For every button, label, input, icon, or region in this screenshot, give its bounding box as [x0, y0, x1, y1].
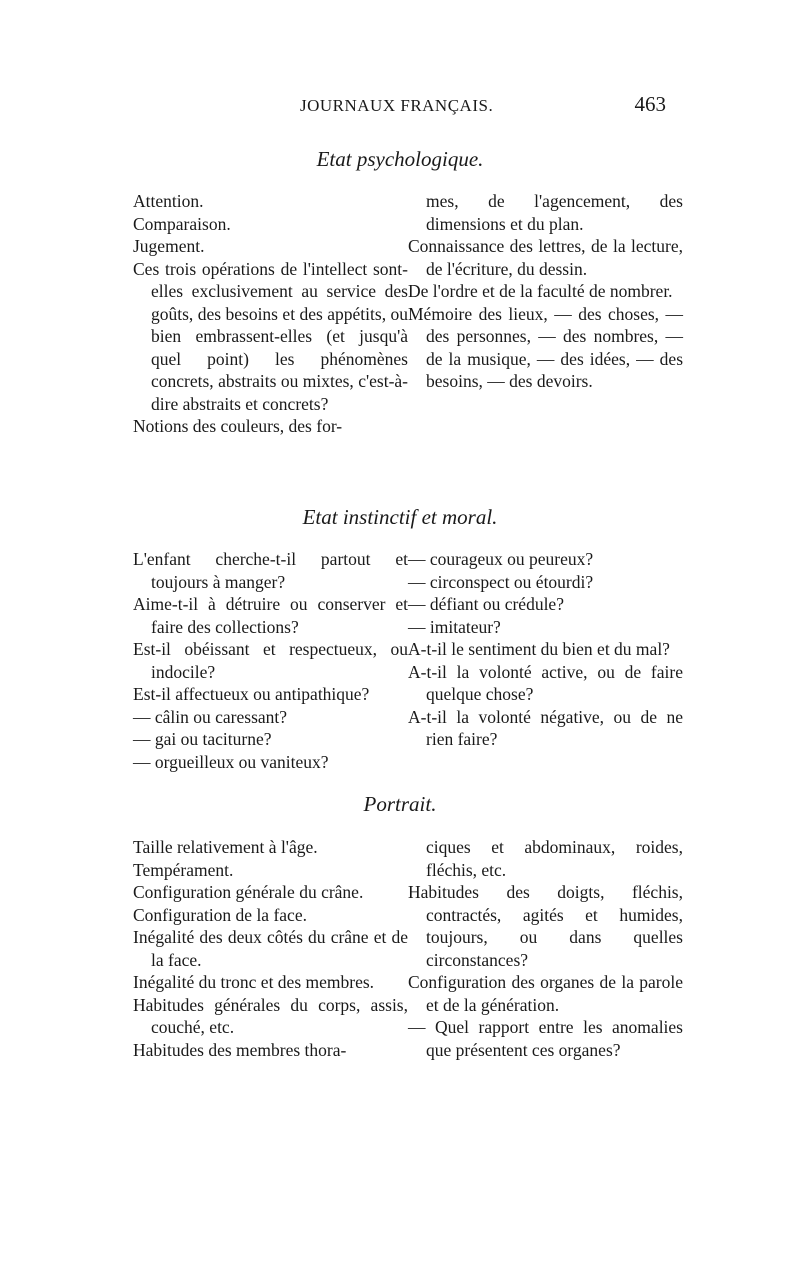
list-item: Inégalité du tronc et des membres.	[133, 972, 375, 992]
list-item: — gai ou taciturne?	[133, 729, 272, 749]
list-item: Est-il affectueux ou antipathique?	[133, 684, 370, 704]
section-title-portrait: Portrait.	[363, 792, 437, 816]
list-item: Connaissance des lettres, de la lecture, de l'écriture, du dessin.	[408, 236, 683, 279]
list-item-continuation: mes, de l'agencement, des dimensions et du plan.	[426, 191, 683, 234]
list-item: Configuration générale du crâne.	[133, 882, 364, 902]
list-item: — Quel rapport entre les anomalies que présentent ces organes?	[408, 1017, 683, 1060]
list-item: Taille relativement à l'âge.	[133, 837, 318, 857]
list-item: Est-il obéissant et respectueux, ou indocile?	[133, 639, 408, 682]
page-number: 463	[634, 92, 666, 116]
list-item: Comparaison.	[133, 213, 231, 234]
list-item: Inégalité des deux côtés du crâne et de la face.	[133, 927, 408, 970]
section-1-right-column	[408, 190, 683, 393]
section-2-right-column	[408, 548, 683, 751]
list-item: — circonspect ou étourdi?	[408, 571, 594, 592]
list-item: Aime-t-il à détruire ou conserver et faire des collections?	[133, 594, 408, 637]
list-item: De l'ordre et de la faculté de nombrer.	[408, 281, 673, 301]
section-title-instinctif-moral: Etat instinctif et moral.	[302, 505, 498, 529]
list-item: A-t-il la volonté active, ou de faire quelque chose?	[408, 661, 683, 704]
list-item: — défiant ou crédule?	[408, 594, 564, 614]
list-item: A-t-il le sentiment du bien et du mal?	[408, 639, 670, 659]
running-head	[0, 92, 800, 122]
list-item: Mémoire des lieux, — des choses, — des personnes, — des nombres, — de la musique, — des idées, — des besoins, — des devoirs.	[408, 303, 683, 391]
list-item: Configuration de la face.	[133, 904, 307, 925]
list-item: Tempérament.	[133, 859, 234, 880]
section-title-psychologique: Etat psychologique.	[316, 147, 484, 171]
section-2-left-column	[133, 548, 408, 773]
list-item: Habitudes des doigts, fléchis, contractés, agités et humides, toujours, ou dans quelles circonstances?	[408, 882, 683, 970]
list-item: Attention.	[133, 191, 204, 211]
running-title: JOURNAUX FRANÇAIS.	[300, 96, 494, 115]
list-item: — orgueilleux ou vaniteux?	[133, 751, 329, 772]
list-item: Habitudes des membres thora-	[133, 1039, 347, 1060]
section-1-left-column	[133, 190, 408, 438]
section-3-right-column	[408, 836, 683, 1061]
list-item: Ces trois opérations de l'intellect sont-elles exclusivement au service des goûts, des besoins et des appétits, ou bien embrassent-elles (et jusqu'à quel point) les phénomènes concrets, abstraits ou mixtes, c'est-à-dire abstraits et concrets?	[133, 258, 408, 414]
list-item: Jugement.	[133, 236, 205, 256]
list-item: Configuration des organes de la parole et de la génération.	[408, 972, 683, 1015]
list-item: — courageux ou peureux?	[408, 549, 594, 569]
list-item: A-t-il la volonté négative, ou de ne rien faire?	[408, 706, 683, 749]
list-item-continuation: ciques et abdominaux, roides, fléchis, etc.	[426, 837, 683, 880]
list-item: L'enfant cherche-t-il partout et toujours à manger?	[133, 549, 408, 592]
list-item: Habitudes générales du corps, assis, couché, etc.	[133, 994, 408, 1037]
section-3-left-column	[133, 836, 408, 1061]
list-item: — imitateur?	[408, 616, 501, 637]
list-item: — câlin ou caressant?	[133, 706, 288, 727]
list-item: Notions des couleurs, des for-	[133, 416, 343, 436]
